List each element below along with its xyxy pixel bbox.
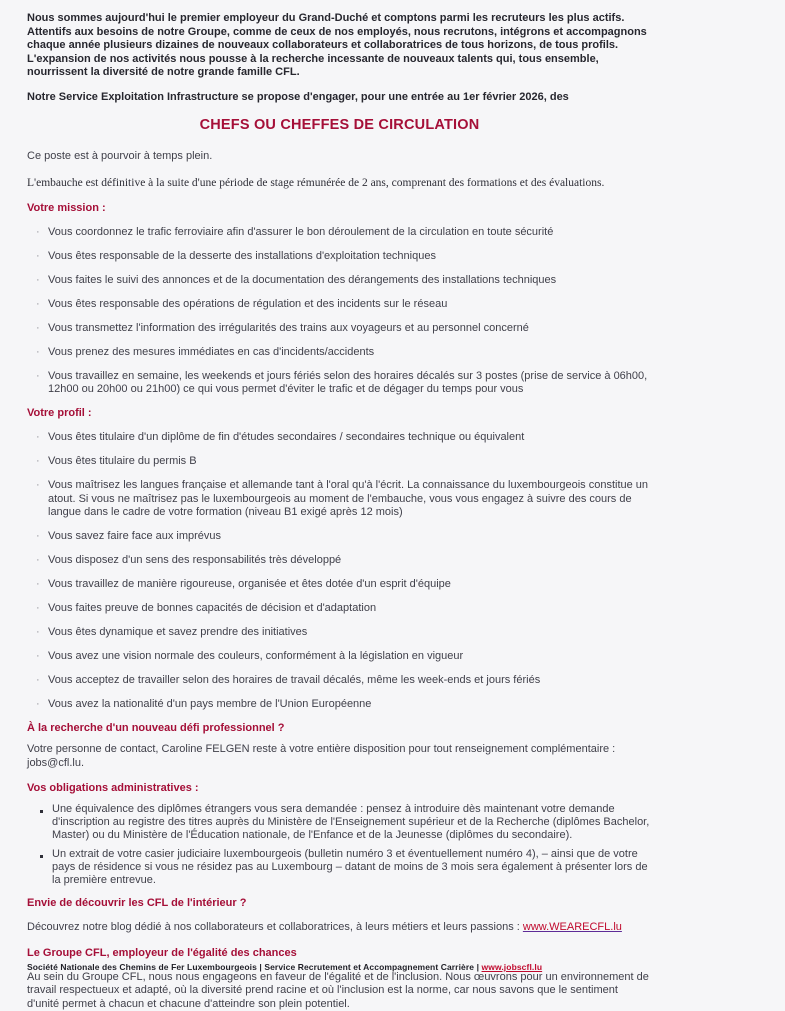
list-item: · Vous êtes titulaire d'un diplôme de fin d'études secondaires / secondaires technique ou équivalent [27, 431, 652, 445]
list-item: · Vous savez faire face aux imprévus [27, 530, 652, 544]
list-item: Une équivalence des diplômes étrangers vous sera demandée : pensez à introduire dès maintenant votre demande d'inscription au registre des titres auprès du Ministère de l'Enseignement supérieur et de la Recherche (diplômes Bachelor, Master) ou du Ministère de l'Éducation nationale, de l'Enfance et de la Jeunesse (diplômes du secondaire). [27, 803, 652, 842]
probation-line: L'embauche est définitive à la suite d'une période de stage rémunérée de 2 ans, comprenant des formations et des évaluations. [27, 176, 652, 190]
blog-line [27, 921, 652, 935]
footer-text: Société Nationale des Chemins de Fer Luxembourgeois | Service Recrutement et Accompagnement Carrière | [27, 962, 482, 972]
list-item: · Vous maîtrisez les langues française et allemande tant à l'oral qu'à l'écrit. La connaissance du luxembourgeois constitue un atout. Si vous ne maîtrisez pas le luxembourgeois au moment de l'embauche, vous vous engagez à suivre des cours de langue dans le cadre de votre formation (niveau B1 exigé après 12 mois) [27, 479, 652, 520]
service-line: Notre Service Exploitation Infrastructure se propose d'engager, pour une entrée au 1er février 2026, des [27, 91, 652, 105]
job-title: CHEFS OU CHEFFES DE CIRCULATION [27, 117, 652, 133]
list-item: · Vous êtes responsable des opérations de régulation et des incidents sur le réseau [27, 298, 652, 312]
obligations-heading: Vos obligations administratives : [27, 782, 652, 794]
list-item: · Vous prenez des mesures immédiates en cas d'incidents/accidents [27, 346, 652, 360]
obligations-list [27, 803, 652, 887]
equality-heading: Le Groupe CFL, employeur de l'égalité des chances [27, 947, 652, 959]
list-item: · Vous êtes titulaire du permis B [27, 455, 652, 469]
contact-line: Votre personne de contact, Caroline FELGEN reste à votre entière disposition pour tout renseignement complémentaire : jobs@cfl.lu. [27, 743, 652, 770]
equality-paragraph: Au sein du Groupe CFL, nous nous engageons en faveur de l'égalité et de l'inclusion. Nous œuvrons pour un environnement de travail respectueux et adapté, où la diversité prend racine et où l'inclusion est la norme, car nous savons que le sentiment d'unité permet à chacun et chacune d'atteindre son plein potentiel. [27, 971, 652, 1011]
blog-line-text: Découvrez notre blog dédié à nos collaborateurs et collaboratrices, à leurs métiers et leurs passions : [27, 921, 523, 933]
list-item: · Vous acceptez de travailler selon des horaires de travail décalés, même les week-ends et jours fériés [27, 674, 652, 688]
list-item: · Vous disposez d'un sens des responsabilités très développé [27, 554, 652, 568]
profile-list [27, 431, 652, 712]
list-item: · Vous êtes dynamique et savez prendre des initiatives [27, 626, 652, 640]
challenge-heading: À la recherche d'un nouveau défi professionnel ? [27, 722, 652, 734]
list-item: · Vous travaillez de manière rigoureuse, organisée et êtes dotée d'un esprit d'équipe [27, 578, 652, 592]
list-item: · Vous avez une vision normale des couleurs, conformément à la législation en vigueur [27, 650, 652, 664]
list-item: · Vous coordonnez le trafic ferroviaire afin d'assurer le bon déroulement de la circulation en toute sécurité [27, 226, 652, 240]
jobscfl-link[interactable]: www.jobscfl.lu [482, 962, 543, 972]
profile-heading: Votre profil : [27, 407, 652, 419]
intro-paragraph: Nous sommes aujourd'hui le premier employeur du Grand-Duché et comptons parmi les recruteurs les plus actifs. Attentifs aux besoins de notre Groupe, comme de ceux de nos employés, nous recrutons, intégrons et accompagnons chaque année plusieurs dizaines de nouveaux collaborateurs et collaboratrices de tous horizons, de tous profils. L'expansion de nos activités nous pousse à la recherche incessante de nouveaux talents qui, tous ensemble, nourrissent la diversité de notre grande famille CFL. [27, 12, 652, 80]
list-item: · Vous travaillez en semaine, les weekends et jours fériés selon des horaires décalés sur 3 postes (prise de service à 06h00, 12h00 ou 20h00 ou 21h00) ce qui vous permet d'éviter le trafic et de dégager du temps pour vous [27, 370, 652, 397]
list-item: · Vous faites le suivi des annonces et de la documentation des dérangements des installations techniques [27, 274, 652, 288]
list-item: · Vous êtes responsable de la desserte des installations d'exploitation techniques [27, 250, 652, 264]
list-item: · Vous faites preuve de bonnes capacités de décision et d'adaptation [27, 602, 652, 616]
mission-heading: Votre mission : [27, 202, 652, 214]
list-item: · Vous transmettez l'information des irrégularités des trains aux voyageurs et au personnel concerné [27, 322, 652, 336]
list-item: · Vous avez la nationalité d'un pays membre de l'Union Européenne [27, 698, 652, 712]
list-item: Un extrait de votre casier judiciaire luxembourgeois (bulletin numéro 3 et éventuellement numéro 4), – ainsi que de votre pays de résidence si vous ne résidez pas au Luxembourg – datant de moins de 3 mois sera également à présenter lors de la première entrevue. [27, 848, 652, 887]
mission-list [27, 226, 652, 397]
discover-heading: Envie de découvrir les CFL de l'intérieur ? [27, 897, 652, 909]
full-time-line: Ce poste est à pourvoir à temps plein. [27, 150, 652, 164]
wearecfl-link[interactable]: www.WEARECFL.lu [523, 921, 622, 933]
footer [27, 962, 542, 972]
